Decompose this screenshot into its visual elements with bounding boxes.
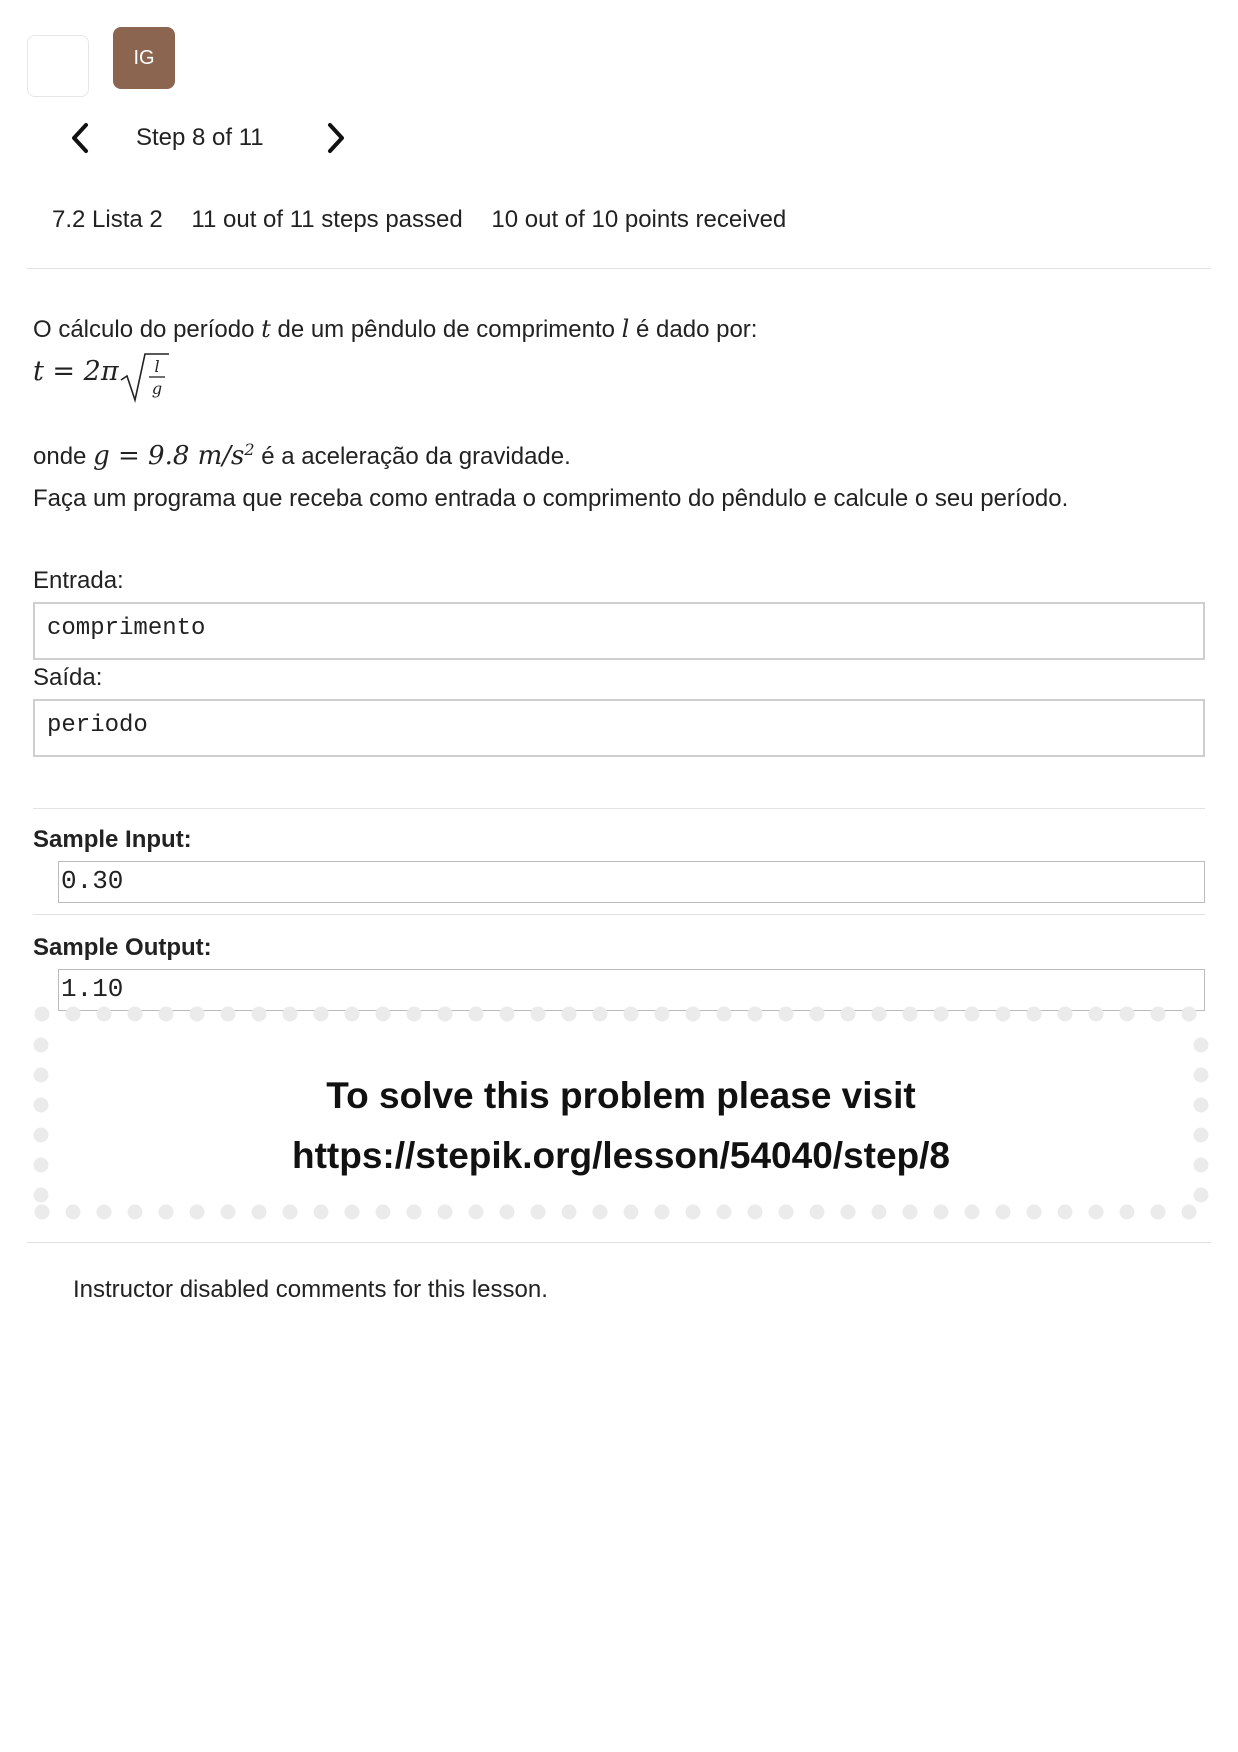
frame-dot bbox=[407, 1007, 422, 1022]
frame-dot bbox=[686, 1007, 701, 1022]
frame-dot bbox=[283, 1007, 298, 1022]
frame-dot bbox=[221, 1205, 236, 1220]
next-step-button[interactable] bbox=[316, 118, 356, 158]
visit-message bbox=[30, 1066, 1212, 1186]
frame-dot bbox=[1027, 1205, 1042, 1220]
top-bar bbox=[27, 27, 227, 91]
frame-dot bbox=[531, 1007, 546, 1022]
period-formula bbox=[33, 348, 253, 408]
frame-dot bbox=[252, 1205, 267, 1220]
frame-dot bbox=[128, 1205, 143, 1220]
frame-dot bbox=[1058, 1007, 1073, 1022]
output-spec-box: periodo bbox=[33, 699, 1205, 757]
frame-dot bbox=[159, 1007, 174, 1022]
output-label: Saída: bbox=[33, 664, 103, 691]
frame-dot bbox=[34, 1188, 49, 1203]
sample-input-label: Sample Input: bbox=[33, 826, 192, 853]
frame-dot bbox=[345, 1205, 360, 1220]
frame-dot bbox=[841, 1205, 856, 1220]
input-spec-box: comprimento bbox=[33, 602, 1205, 660]
frame-dot bbox=[314, 1205, 329, 1220]
logo-placeholder[interactable] bbox=[27, 35, 89, 97]
divider bbox=[33, 808, 1205, 809]
frame-dot bbox=[748, 1205, 763, 1220]
frame-dot bbox=[748, 1007, 763, 1022]
frame-dot bbox=[593, 1205, 608, 1220]
frame-dot bbox=[531, 1205, 546, 1220]
problem-intro: O cálculo do período t de um pêndulo de comprimento l é dado por: bbox=[33, 315, 758, 343]
step-navigation bbox=[60, 116, 380, 160]
steps-progress: 11 out of 11 steps passed bbox=[191, 206, 463, 233]
frame-dot bbox=[66, 1007, 81, 1022]
frame-dot bbox=[996, 1205, 1011, 1220]
frame-dot bbox=[469, 1007, 484, 1022]
frame-dot bbox=[996, 1007, 1011, 1022]
frame-dot bbox=[500, 1205, 515, 1220]
chevron-left-icon bbox=[68, 122, 92, 154]
frame-dot bbox=[314, 1007, 329, 1022]
frame-dot bbox=[779, 1205, 794, 1220]
frame-dot bbox=[283, 1205, 298, 1220]
frame-dot bbox=[562, 1007, 577, 1022]
visit-link[interactable]: https://stepik.org/lesson/54040/step/8 bbox=[292, 1135, 950, 1176]
frame-dot bbox=[221, 1007, 236, 1022]
frame-dot bbox=[655, 1205, 670, 1220]
formula-numerator: l bbox=[154, 357, 160, 376]
frame-dot bbox=[500, 1007, 515, 1022]
frame-dot bbox=[469, 1205, 484, 1220]
comments-disabled-note: Instructor disabled comments for this lesson. bbox=[73, 1276, 548, 1303]
frame-dot bbox=[34, 1038, 49, 1053]
lesson-link[interactable]: 7.2 Lista 2 bbox=[52, 206, 163, 233]
frame-dot bbox=[1194, 1188, 1209, 1203]
frame-dot bbox=[1182, 1205, 1197, 1220]
previous-step-button[interactable] bbox=[60, 118, 100, 158]
frame-dot bbox=[624, 1007, 639, 1022]
frame-dot bbox=[407, 1205, 422, 1220]
frame-dot bbox=[438, 1007, 453, 1022]
points-received: 10 out of 10 points received bbox=[491, 206, 787, 233]
chevron-right-icon bbox=[324, 122, 348, 154]
frame-dot bbox=[779, 1007, 794, 1022]
frame-dot bbox=[562, 1205, 577, 1220]
frame-dot bbox=[1120, 1007, 1135, 1022]
frame-dot bbox=[1120, 1205, 1135, 1220]
frame-dot bbox=[810, 1205, 825, 1220]
frame-dot bbox=[1058, 1205, 1073, 1220]
frame-dot bbox=[810, 1007, 825, 1022]
frame-dot bbox=[872, 1007, 887, 1022]
formula-denominator: g bbox=[151, 379, 163, 398]
frame-dot bbox=[841, 1007, 856, 1022]
frame-dot bbox=[872, 1205, 887, 1220]
frame-dot bbox=[965, 1205, 980, 1220]
frame-dot bbox=[965, 1007, 980, 1022]
frame-dot bbox=[717, 1007, 732, 1022]
frame-dot bbox=[1089, 1205, 1104, 1220]
frame-dot bbox=[1027, 1007, 1042, 1022]
frame-dot bbox=[934, 1007, 949, 1022]
frame-dot bbox=[717, 1205, 732, 1220]
frame-dot bbox=[624, 1205, 639, 1220]
step-counter: Step 8 of 11 bbox=[136, 124, 264, 151]
frame-dot bbox=[66, 1205, 81, 1220]
frame-dot bbox=[35, 1007, 50, 1022]
frame-dot bbox=[903, 1007, 918, 1022]
visit-line-1: To solve this problem please visit bbox=[326, 1075, 916, 1116]
task-description: Faça um programa que receba como entrada o comprimento do pêndulo e calcule o seu período. bbox=[33, 485, 1069, 512]
frame-dot bbox=[438, 1205, 453, 1220]
frame-dot bbox=[159, 1205, 174, 1220]
frame-dot bbox=[252, 1007, 267, 1022]
sample-output-box[interactable]: 1.10 bbox=[58, 969, 1205, 1011]
frame-dot bbox=[376, 1007, 391, 1022]
frame-dot bbox=[97, 1205, 112, 1220]
frame-dot bbox=[1151, 1007, 1166, 1022]
frame-dot bbox=[655, 1007, 670, 1022]
frame-dot bbox=[345, 1007, 360, 1022]
avatar[interactable]: IG bbox=[113, 27, 175, 89]
frame-dot bbox=[903, 1205, 918, 1220]
lesson-meta bbox=[52, 206, 808, 234]
frame-dot bbox=[934, 1205, 949, 1220]
divider bbox=[27, 1242, 1211, 1243]
frame-dot bbox=[35, 1205, 50, 1220]
sample-input-box[interactable]: 0.30 bbox=[58, 861, 1205, 903]
sample-output-label: Sample Output: bbox=[33, 934, 212, 961]
frame-dot bbox=[190, 1007, 205, 1022]
frame-dot bbox=[686, 1205, 701, 1220]
frame-dot bbox=[1151, 1205, 1166, 1220]
frame-dot bbox=[1089, 1007, 1104, 1022]
visit-stepik-notice bbox=[30, 1002, 1212, 1224]
frame-dot bbox=[593, 1007, 608, 1022]
divider bbox=[27, 268, 1211, 269]
frame-dot bbox=[1182, 1007, 1197, 1022]
input-label: Entrada: bbox=[33, 567, 124, 594]
gravity-note: onde g = 9.8 $m/s^2$ é a aceleração da gravidade. bbox=[33, 440, 571, 471]
frame-dot bbox=[97, 1007, 112, 1022]
frame-dot bbox=[190, 1205, 205, 1220]
formula-lhs: t = 2π bbox=[33, 356, 119, 387]
frame-dot bbox=[1194, 1038, 1209, 1053]
divider bbox=[33, 914, 1205, 915]
frame-dot bbox=[128, 1007, 143, 1022]
frame-dot bbox=[376, 1205, 391, 1220]
